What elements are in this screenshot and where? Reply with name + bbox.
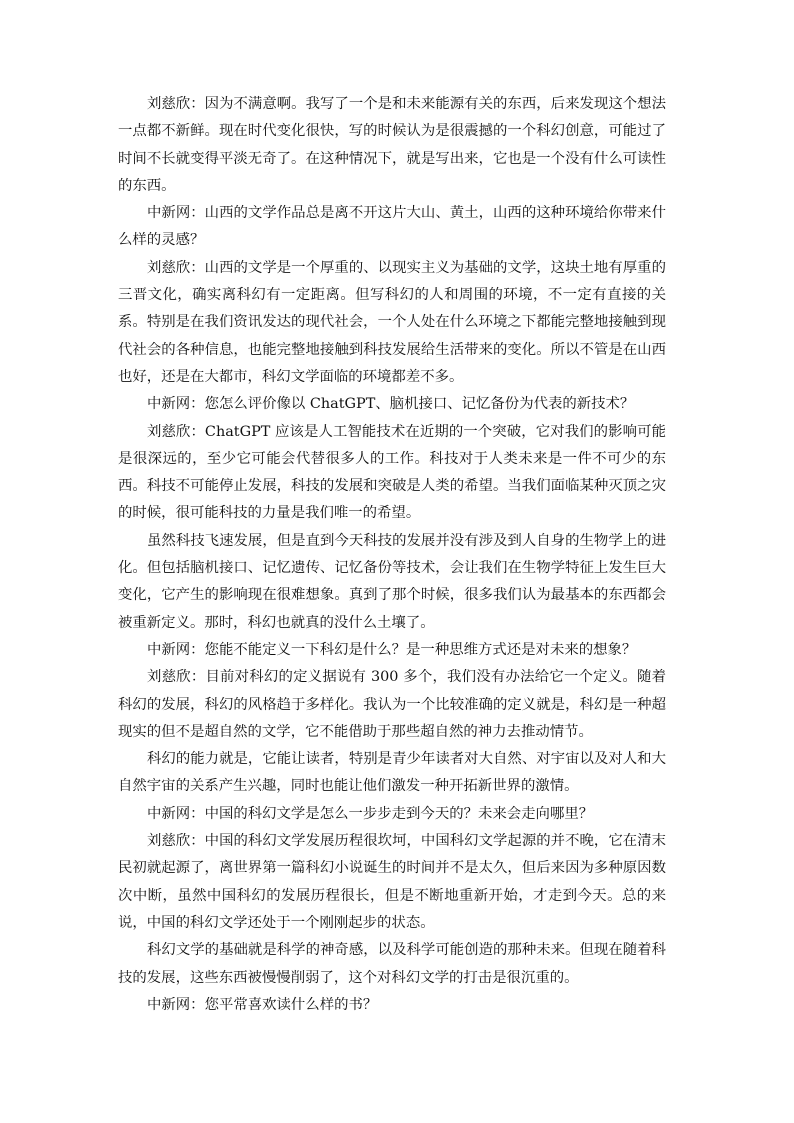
article-body xyxy=(118,91,666,1019)
paragraph: 科幻的能力就是，它能让读者，特别是青少年读者对大自然、对宇宙以及对人和大自然宇宙的关系产生兴趣，同时也能让他们激发一种开拓新世界的激情。 xyxy=(118,751,666,795)
paragraph: 刘慈欣：ChatGPT 应该是人工智能技术在近期的一个突破，它对我们的影响可能是很深远的，至少它可能会代替很多人的工作。科技对于人类未来是一件不可少的东西。科技不可能停止发展，科技的发展和突破是人类的希望。当我们面临某种灭顶之灾的时候，很可能科技的力量是我们唯一的希望。 xyxy=(118,423,666,522)
paragraph: 中新网：中国的科幻文学是怎么一步步走到今天的？未来会走向哪里？ xyxy=(147,805,594,822)
paragraph: 刘慈欣：山西的文学是一个厚重的、以现实主义为基础的文学，这块土地有厚重的三晋文化，确实离科幻有一定距离。但写科幻的人和周围的环境，不一定有直接的关系。特别是在我们资讯发达的现代社会，一个人处在什么环境之下都能完整地接触到现代社会的各种信息，也能完整地接触到科技发展给生活带来的变化。所以不管是在山西也好，还是在大都市，科幻文学面临的环境都差不多。 xyxy=(118,259,666,385)
paragraph: 科幻文学的基础就是科学的神奇感，以及科学可能创造的那种未来。但现在随着科技的发展，这些东西被慢慢削弱了，这个对科幻文学的打击是很沉重的。 xyxy=(118,942,666,986)
paragraph: 中新网：您能不能定义一下科幻是什么？是一种思维方式还是对未来的想象？ xyxy=(147,641,637,658)
paragraph: 刘慈欣：中国的科幻文学发展历程很坎坷，中国科幻文学起源的并不晚，它在清末民初就起源了，离世界第一篇科幻小说诞生的时间并不是太久，但后来因为多种原因数次中断，虽然中国科幻的发展历程很长，但是不断地重新开始，才走到今天。总的来说，中国的科幻文学还处于一个刚刚起步的状态。 xyxy=(118,833,666,931)
paragraph: 中新网：山西的文学作品总是离不开这片大山、黄土，山西的这种环境给你带来什么样的灵感？ xyxy=(118,205,666,249)
paragraph: 虽然科技飞速发展，但是直到今天科技的发展并没有涉及到人自身的生物学上的进化。但包括脑机接口、记忆遗传、记忆备份等技术，会让我们在生物学特征上发生巨大变化，它产生的影响现在很难想象。真到了那个时候，很多我们认为最基本的东西都会被重新定义。那时，科幻也就真的没什么土壤了。 xyxy=(118,532,666,631)
paragraph: 中新网：您平常喜欢读什么样的书？ xyxy=(147,996,378,1013)
paragraph: 刘慈欣：目前对科幻的定义据说有 300 多个，我们没有办法给它一个定义。随着科幻的发展，科幻的风格趋于多样化。我认为一个比较准确的定义就是，科幻是一种超现实的但不是超自然的文学，它不能借助于那些超自然的神力去推动情节。 xyxy=(118,669,666,740)
paragraph: 中新网：您怎么评价像以 ChatGPT、脑机接口、记忆备份为代表的新技术？ xyxy=(147,396,635,413)
paragraph: 刘慈欣：因为不满意啊。我写了一个是和未来能源有关的东西，后来发现这个想法一点都不新鲜。现在时代变化很快，写的时候认为是很震撼的一个科幻创意，可能过了时间不长就变得平淡无奇了。在这种情况下，就是写出来，它也是一个没有什么可读性的东西。 xyxy=(118,96,666,194)
